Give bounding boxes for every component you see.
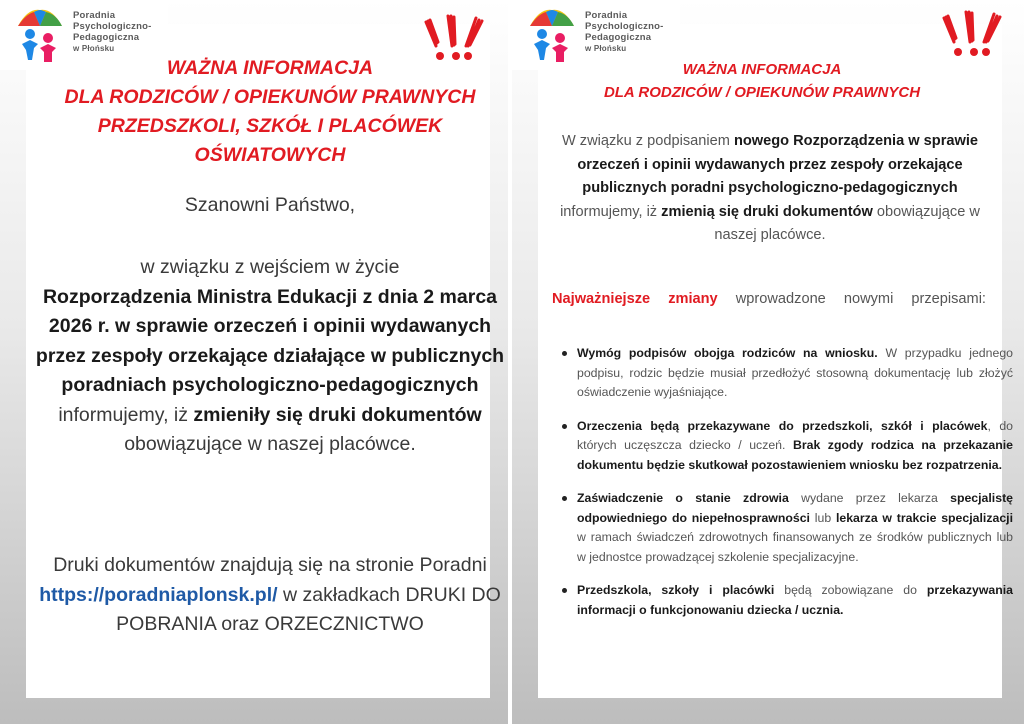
b4-text: będą zobowiązane do [784, 583, 917, 597]
left-paragraph-1 [28, 253, 512, 460]
b2-bold1: Orzeczenia będą przekazywane do przedszkoli, szkół i placówek [577, 418, 988, 433]
logo-line3: Pedagogiczna [73, 32, 140, 43]
right-poster [512, 0, 1024, 724]
right-intro [550, 130, 990, 248]
right-intro-post: obowiązujące w naszej placówce. [714, 203, 980, 243]
logo-line1: Poradnia [73, 10, 116, 21]
logo-line3: Pedagogiczna [585, 32, 652, 43]
logo-line4: w Płońsku [73, 44, 115, 53]
right-changes-highlight: Najważniejsze zmiany [552, 291, 718, 307]
left-title-line1: WAŻNA INFORMACJA [166, 57, 374, 79]
left-p1-bold2: zmieniły się druki dokumentów [193, 403, 482, 426]
b3-text2: lub [814, 510, 832, 525]
b3-text1: wydane przez lekarza [801, 491, 938, 505]
logo-line2: Psychologiczno- [73, 21, 152, 32]
poradnia-website-link[interactable]: https://poradniaplonsk.pl/ [39, 583, 278, 606]
b1-text: W przypadku jednego podpisu, rodzic będzie musiał przedłożyć stosowną dokumentację lub złożyć oświadczenie wyjaśniające. [577, 346, 1013, 399]
logo-line2: Psychologiczno- [585, 21, 664, 32]
list-item [577, 417, 1013, 476]
left-p1-bold: Rozporządzenia Ministra Edukacji z dnia 2 marca 2026 r. w sprawie orzeczeń i opinii wydawanych przez zespoły orzekające działające w publicznych poradniach psychologiczno-pedagogicznych [35, 285, 505, 396]
right-title-line1: WAŻNA INFORMACJA [682, 61, 842, 78]
left-title-line3: PRZEDSZKOLI, SZKÓŁ I PLACÓWEK [97, 115, 443, 137]
logo-line1: Poradnia [585, 10, 628, 21]
left-poster [0, 0, 508, 724]
b3-bold3: lekarza w trakcie specjalizacji [835, 510, 1013, 525]
list-item [577, 581, 1013, 620]
left-p1-pre: w związku z wejściem w życie [140, 256, 400, 278]
list-item [577, 344, 1013, 403]
right-changes-list [552, 344, 1013, 634]
right-title [552, 58, 972, 104]
b2-bold2: Brak zgody rodzica na przekazanie dokumentu będzie skutkował pozostawieniem wniosku bez rozpatrzenia. [577, 438, 1013, 472]
left-title-line2: DLA RODZICÓW / OPIEKUNÓW PRAWNYCH [64, 86, 476, 108]
left-greeting: Szanowni Państwo, [184, 194, 356, 216]
b3-text3: w ramach świadczeń zdrowotnych finansowanych ze środków publicznych lub w jednostce prowadzącej szkolenie specjalizacyjne. [577, 530, 1013, 564]
b4-bold2: przekazywania informacji o funkcjonowaniu dziecka / ucznia. [577, 583, 1014, 617]
list-item [577, 489, 1013, 567]
right-intro-bold2: zmienią się druki dokumentów [661, 203, 873, 220]
left-p2-pre: Druki dokumentów znajdują się na stronie Poradni [53, 554, 487, 576]
left-p1-mid: informujemy, iż [58, 403, 188, 426]
right-intro-pre: W związku z podpisaniem [561, 133, 730, 149]
right-title-line2: DLA RODZICÓW / OPIEKUNÓW PRAWNYCH [603, 84, 921, 101]
b3-bold2: specjalistę odpowiedniego do niepełnosprawności [577, 491, 1013, 525]
left-title-line4: OŚWIATOWYCH [194, 144, 346, 166]
right-intro-bold1: nowego Rozporządzenia w sprawie orzeczeń i opinii wydawanych przez zespoły orzekające publicznych poradni psychologiczno-pedagogicznych [577, 133, 979, 196]
logo-line4: w Płońsku [585, 44, 627, 53]
right-changes-rest: wprowadzone nowymi przepisami: [735, 291, 986, 307]
right-intro-mid: informujemy, iż [560, 203, 658, 220]
b2-text: , do których uczęszcza dziecko / uczeń. [577, 418, 1014, 452]
right-changes-heading [552, 289, 986, 331]
b3-bold1: Zaświadczenie o stanie zdrowia [577, 491, 789, 505]
left-p2-post: w zakładkach DRUKI DO POBRANIA oraz ORZECZNICTWO [116, 583, 501, 635]
left-paragraph-2 [28, 551, 512, 640]
b4-bold1: Przedszkola, szkoły i placówki [577, 583, 775, 597]
b1-bold: Wymóg podpisów obojga rodziców na wniosku. [577, 346, 878, 360]
left-title [30, 54, 510, 170]
left-p1-post: obowiązujące w naszej placówce. [124, 433, 416, 455]
